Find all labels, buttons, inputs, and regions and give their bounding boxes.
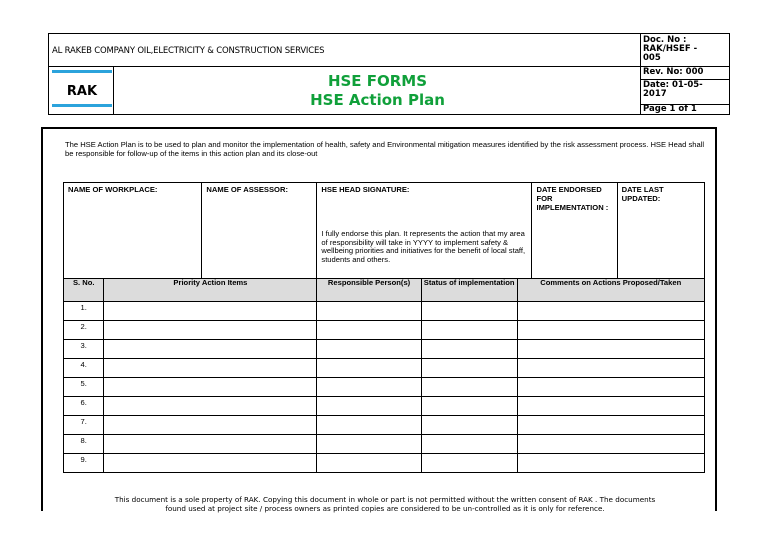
signature-field[interactable]: HSE HEAD SIGNATURE: I fully endorse this plan. It represents the action that my area of responsibility will take in YYYY to implement safety & wellbeing priorities and initiatives for the benefit of local staff, students and others. [317, 183, 532, 279]
action-cell[interactable] [104, 321, 317, 340]
footer-line-1: This document is a sole property of RAK. Copying this document in whole or part is not permitted without the written consent of RAK . The documents [114, 495, 656, 504]
status-cell[interactable] [421, 340, 517, 359]
responsible-cell[interactable] [317, 359, 421, 378]
status-cell[interactable] [421, 378, 517, 397]
comments-cell[interactable] [517, 397, 704, 416]
responsible-cell[interactable] [317, 416, 421, 435]
status-cell[interactable] [421, 321, 517, 340]
comments-cell[interactable] [517, 359, 704, 378]
row-number: 6. [64, 397, 104, 416]
date-updated-field[interactable]: DATE LAST UPDATED: [617, 183, 704, 279]
row-number: 9. [64, 454, 104, 473]
responsible-cell[interactable] [317, 321, 421, 340]
row-number: 3. [64, 340, 104, 359]
status-cell[interactable] [421, 416, 517, 435]
responsible-cell[interactable] [317, 435, 421, 454]
status-cell[interactable] [421, 397, 517, 416]
revision-number: Rev. No: 000 [643, 67, 704, 77]
table-row [64, 454, 705, 473]
action-cell[interactable] [104, 435, 317, 454]
action-cell[interactable] [104, 340, 317, 359]
table-row [64, 397, 705, 416]
row-number: 2. [64, 321, 104, 340]
table-row [64, 302, 705, 321]
col-comments: Comments on Actions Proposed/Taken [517, 279, 704, 302]
form-title: HSE Action Plan [310, 91, 445, 109]
table-row [64, 321, 705, 340]
document-date: Date: 01-05- 2017 [643, 80, 703, 99]
document-header [48, 33, 730, 115]
page-number: Page 1 of 1 [643, 104, 697, 114]
comments-cell[interactable] [517, 454, 704, 473]
responsible-cell[interactable] [317, 302, 421, 321]
table-row [64, 416, 705, 435]
comments-cell[interactable] [517, 340, 704, 359]
responsible-cell[interactable] [317, 397, 421, 416]
signature-note: I fully endorse this plan. It represents the action that my area of responsibility will take in YYYY to implement safety & wellbeing priorities and initiatives for the benefit of local staff, students and others. [321, 229, 526, 264]
table-row [64, 359, 705, 378]
comments-cell[interactable] [517, 321, 704, 340]
status-cell[interactable] [421, 435, 517, 454]
action-cell[interactable] [104, 454, 317, 473]
row-number: 5. [64, 378, 104, 397]
responsible-cell[interactable] [317, 378, 421, 397]
col-status: Status of implementation [421, 279, 517, 302]
workplace-field[interactable]: NAME OF WORKPLACE: [64, 183, 202, 279]
company-name: AL RAKEB COMPANY OIL,ELECTRICITY & CONSTRUCTION SERVICES [52, 46, 325, 56]
table-row [64, 435, 705, 454]
comments-cell[interactable] [517, 435, 704, 454]
intro-text: The HSE Action Plan is to be used to plan and monitor the implementation of health, safety and Environmental mitigation measures identified by the risk assessment process. HSE Head shall be responsible for follow-up of the items in this action plan and its close-out [65, 140, 705, 158]
action-cell[interactable] [104, 302, 317, 321]
forms-title: HSE FORMS [327, 72, 428, 90]
col-responsible: Responsible Person(s) [317, 279, 421, 302]
action-cell[interactable] [104, 416, 317, 435]
table-row [64, 378, 705, 397]
assessor-field[interactable]: NAME OF ASSESSOR: [202, 183, 317, 279]
status-cell[interactable] [421, 359, 517, 378]
comments-cell[interactable] [517, 416, 704, 435]
comments-cell[interactable] [517, 378, 704, 397]
action-cell[interactable] [104, 397, 317, 416]
responsible-cell[interactable] [317, 454, 421, 473]
date-endorsed-field[interactable]: DATE ENDORSED FOR IMPLEMENTATION : [532, 183, 617, 279]
footer-line-2: found used at project site / process owners as printed copies are considered to be un-controlled as it is only for reference. [165, 504, 605, 513]
action-cell[interactable] [104, 359, 317, 378]
action-cell[interactable] [104, 378, 317, 397]
logo-text: RAK [66, 84, 98, 99]
row-number: 7. [64, 416, 104, 435]
responsible-cell[interactable] [317, 340, 421, 359]
row-number: 4. [64, 359, 104, 378]
footer-disclaimer [48, 495, 722, 513]
status-cell[interactable] [421, 454, 517, 473]
row-number: 8. [64, 435, 104, 454]
table-row [64, 340, 705, 359]
comments-cell[interactable] [517, 302, 704, 321]
doc-number: Doc. No : RAK/HSEF - 005 [643, 35, 698, 63]
status-cell[interactable] [421, 302, 517, 321]
row-number: 1. [64, 302, 104, 321]
col-priority-action: Priority Action Items [104, 279, 317, 302]
rak-logo [52, 70, 112, 107]
col-sno: S. No. [64, 279, 104, 302]
action-plan-table [63, 182, 705, 473]
